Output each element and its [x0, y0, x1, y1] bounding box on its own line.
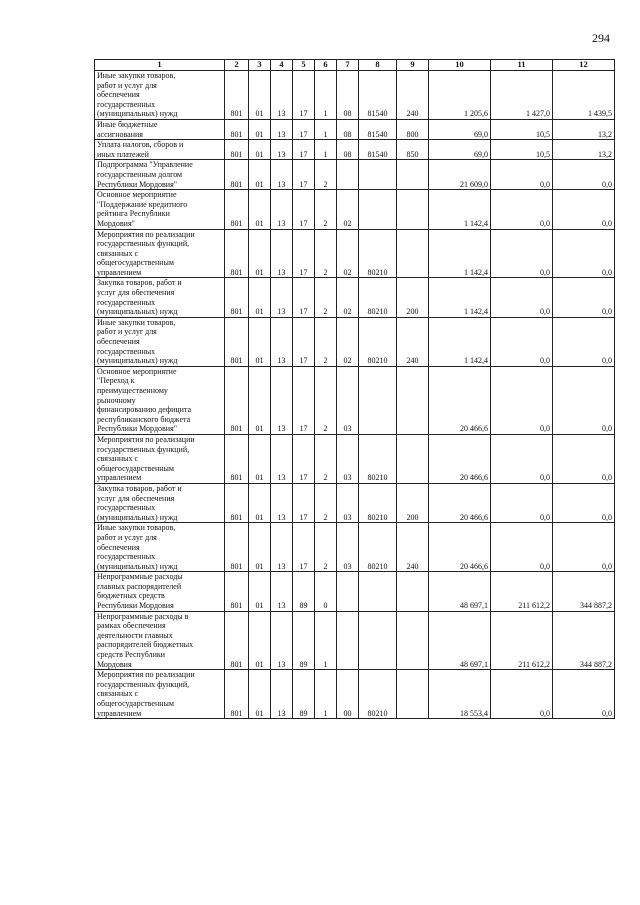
- table-row: [95, 71, 615, 120]
- amount-year-1-cell: 1 205,6: [429, 71, 491, 120]
- code-expense-type-cell: [397, 229, 429, 278]
- code-subprogram-cell: 1: [315, 670, 337, 719]
- amount-year-2-cell: 0,0: [491, 434, 553, 483]
- amount-year-1-cell: 1 142,4: [429, 229, 491, 278]
- column-header: 4: [271, 60, 293, 71]
- table-row: [95, 278, 615, 317]
- row-label-cell: Уплата налогов, сборов и иных платежей: [95, 140, 225, 160]
- code-activity-cell: [337, 611, 359, 670]
- code-program-cell: 89: [293, 670, 315, 719]
- row-label-cell: Основное мероприятие "Поддержание кредитного рейтинга Республики Мордовия": [95, 190, 225, 229]
- code-grbs-cell: 801: [225, 523, 249, 572]
- code-activity-cell: 03: [337, 434, 359, 483]
- amount-year-3-cell: 0,0: [553, 366, 615, 434]
- code-program-cell: 17: [293, 278, 315, 317]
- column-header: 7: [337, 60, 359, 71]
- code-expense-type-cell: 240: [397, 523, 429, 572]
- amount-year-1-cell: 20 466,6: [429, 434, 491, 483]
- code-subsection-cell: 13: [271, 670, 293, 719]
- code-subsection-cell: 13: [271, 611, 293, 670]
- code-grbs-cell: 801: [225, 434, 249, 483]
- amount-year-1-cell: 1 142,4: [429, 190, 491, 229]
- code-program-cell: 17: [293, 229, 315, 278]
- row-label-cell: Мероприятия по реализации государственных функций, связанных с общегосударственным управлением: [95, 670, 225, 719]
- code-direction-cell: 81540: [359, 140, 397, 160]
- amount-year-2-cell: 0,0: [491, 483, 553, 522]
- row-label-cell: Иные закупки товаров, работ и услуг для обеспечения государственных (муниципальных) нужд: [95, 71, 225, 120]
- row-label-cell: Мероприятия по реализации государственных функций, связанных с общегосударственным управлением: [95, 229, 225, 278]
- code-activity-cell: 02: [337, 229, 359, 278]
- amount-year-3-cell: 0,0: [553, 229, 615, 278]
- code-activity-cell: 02: [337, 190, 359, 229]
- row-label-cell: Основное мероприятие "Переход к преимущественному рыночному финансированию дефицита республиканского бюджета Республики Мордовия": [95, 366, 225, 434]
- code-subprogram-cell: 2: [315, 278, 337, 317]
- code-expense-type-cell: 800: [397, 119, 429, 139]
- amount-year-3-cell: 0,0: [553, 670, 615, 719]
- code-direction-cell: [359, 611, 397, 670]
- code-subprogram-cell: 1: [315, 71, 337, 120]
- code-program-cell: 17: [293, 71, 315, 120]
- amount-year-2-cell: 0,0: [491, 278, 553, 317]
- amount-year-3-cell: 13,2: [553, 140, 615, 160]
- column-header: 10: [429, 60, 491, 71]
- amount-year-3-cell: 0,0: [553, 160, 615, 190]
- amount-year-3-cell: 0,0: [553, 317, 615, 366]
- code-direction-cell: 81540: [359, 71, 397, 120]
- table-row: [95, 119, 615, 139]
- code-subprogram-cell: 2: [315, 483, 337, 522]
- code-direction-cell: 80210: [359, 483, 397, 522]
- row-label-cell: Иные бюджетные ассигнования: [95, 119, 225, 139]
- code-subsection-cell: 13: [271, 71, 293, 120]
- code-subsection-cell: 13: [271, 572, 293, 611]
- row-label-cell: Иные закупки товаров, работ и услуг для обеспечения государственных (муниципальных) нужд: [95, 317, 225, 366]
- table-row: [95, 434, 615, 483]
- code-section-cell: 01: [249, 140, 271, 160]
- code-program-cell: 17: [293, 160, 315, 190]
- column-header: 9: [397, 60, 429, 71]
- code-activity-cell: 08: [337, 71, 359, 120]
- code-activity-cell: 02: [337, 317, 359, 366]
- code-section-cell: 01: [249, 71, 271, 120]
- code-program-cell: 17: [293, 119, 315, 139]
- code-subsection-cell: 13: [271, 434, 293, 483]
- code-subprogram-cell: 2: [315, 366, 337, 434]
- column-header: 3: [249, 60, 271, 71]
- code-subprogram-cell: 1: [315, 140, 337, 160]
- code-activity-cell: 03: [337, 483, 359, 522]
- code-expense-type-cell: [397, 434, 429, 483]
- table-row: [95, 190, 615, 229]
- code-program-cell: 17: [293, 483, 315, 522]
- code-subsection-cell: 13: [271, 483, 293, 522]
- amount-year-3-cell: 0,0: [553, 483, 615, 522]
- amount-year-1-cell: 48 697,1: [429, 611, 491, 670]
- code-direction-cell: 80210: [359, 523, 397, 572]
- amount-year-1-cell: 20 466,6: [429, 523, 491, 572]
- column-header: 8: [359, 60, 397, 71]
- code-subprogram-cell: 2: [315, 190, 337, 229]
- code-section-cell: 01: [249, 523, 271, 572]
- column-header: 5: [293, 60, 315, 71]
- code-section-cell: 01: [249, 160, 271, 190]
- amount-year-2-cell: 211 612,2: [491, 572, 553, 611]
- code-expense-type-cell: [397, 572, 429, 611]
- amount-year-1-cell: 20 466,6: [429, 483, 491, 522]
- code-expense-type-cell: [397, 190, 429, 229]
- code-section-cell: 01: [249, 572, 271, 611]
- code-program-cell: 17: [293, 140, 315, 160]
- code-expense-type-cell: 200: [397, 278, 429, 317]
- table-row: [95, 483, 615, 522]
- code-subsection-cell: 13: [271, 119, 293, 139]
- amount-year-1-cell: 69,0: [429, 119, 491, 139]
- table-row: [95, 572, 615, 611]
- code-grbs-cell: 801: [225, 119, 249, 139]
- amount-year-2-cell: 0,0: [491, 670, 553, 719]
- code-expense-type-cell: [397, 670, 429, 719]
- code-activity-cell: 03: [337, 366, 359, 434]
- table-row: [95, 523, 615, 572]
- code-direction-cell: 80210: [359, 278, 397, 317]
- row-label-cell: Мероприятия по реализации государственных функций, связанных с общегосударственным управлением: [95, 434, 225, 483]
- code-direction-cell: [359, 160, 397, 190]
- code-direction-cell: [359, 366, 397, 434]
- amount-year-1-cell: 21 609,0: [429, 160, 491, 190]
- code-subprogram-cell: 2: [315, 160, 337, 190]
- code-grbs-cell: 801: [225, 366, 249, 434]
- code-section-cell: 01: [249, 317, 271, 366]
- code-expense-type-cell: [397, 366, 429, 434]
- amount-year-2-cell: 0,0: [491, 190, 553, 229]
- amount-year-3-cell: 344 887,2: [553, 572, 615, 611]
- code-grbs-cell: 801: [225, 317, 249, 366]
- table-row: [95, 140, 615, 160]
- code-subsection-cell: 13: [271, 317, 293, 366]
- code-subsection-cell: 13: [271, 160, 293, 190]
- table-row: [95, 670, 615, 719]
- code-program-cell: 17: [293, 434, 315, 483]
- code-direction-cell: 80210: [359, 229, 397, 278]
- amount-year-1-cell: 1 142,4: [429, 317, 491, 366]
- code-program-cell: 89: [293, 572, 315, 611]
- code-grbs-cell: 801: [225, 160, 249, 190]
- row-label-cell: Иные закупки товаров, работ и услуг для обеспечения государственных (муниципальных) нужд: [95, 523, 225, 572]
- code-activity-cell: 03: [337, 523, 359, 572]
- code-section-cell: 01: [249, 119, 271, 139]
- code-activity-cell: [337, 160, 359, 190]
- code-grbs-cell: 801: [225, 229, 249, 278]
- amount-year-2-cell: 10,5: [491, 119, 553, 139]
- table-row: [95, 366, 615, 434]
- code-direction-cell: 80210: [359, 317, 397, 366]
- amount-year-1-cell: 48 697,1: [429, 572, 491, 611]
- budget-table: [94, 59, 615, 719]
- code-direction-cell: [359, 572, 397, 611]
- amount-year-3-cell: 1 439,5: [553, 71, 615, 120]
- table-header-row: [95, 60, 615, 71]
- code-expense-type-cell: 240: [397, 317, 429, 366]
- code-direction-cell: 80210: [359, 434, 397, 483]
- code-activity-cell: 00: [337, 670, 359, 719]
- code-section-cell: 01: [249, 278, 271, 317]
- code-subprogram-cell: 2: [315, 229, 337, 278]
- amount-year-1-cell: 20 466,6: [429, 366, 491, 434]
- code-activity-cell: [337, 572, 359, 611]
- code-subsection-cell: 13: [271, 229, 293, 278]
- page-number: 294: [592, 31, 610, 45]
- code-expense-type-cell: 850: [397, 140, 429, 160]
- code-section-cell: 01: [249, 434, 271, 483]
- code-grbs-cell: 801: [225, 483, 249, 522]
- amount-year-2-cell: 0,0: [491, 523, 553, 572]
- code-subprogram-cell: 2: [315, 434, 337, 483]
- code-activity-cell: 08: [337, 119, 359, 139]
- amount-year-2-cell: 0,0: [491, 317, 553, 366]
- amount-year-1-cell: 69,0: [429, 140, 491, 160]
- code-subprogram-cell: 1: [315, 119, 337, 139]
- amount-year-2-cell: 211 612,2: [491, 611, 553, 670]
- amount-year-1-cell: 18 553,4: [429, 670, 491, 719]
- code-subsection-cell: 13: [271, 190, 293, 229]
- row-label-cell: Закупка товаров, работ и услуг для обеспечения государственных (муниципальных) нужд: [95, 483, 225, 522]
- code-grbs-cell: 801: [225, 71, 249, 120]
- table-row: [95, 229, 615, 278]
- code-grbs-cell: 801: [225, 190, 249, 229]
- code-section-cell: 01: [249, 611, 271, 670]
- code-activity-cell: 02: [337, 278, 359, 317]
- amount-year-2-cell: 10,5: [491, 140, 553, 160]
- code-direction-cell: 81540: [359, 119, 397, 139]
- row-label-cell: Подпрограмма "Управление государственным долгом Республики Мордовия": [95, 160, 225, 190]
- table-row: [95, 160, 615, 190]
- code-expense-type-cell: [397, 160, 429, 190]
- amount-year-3-cell: 0,0: [553, 190, 615, 229]
- code-section-cell: 01: [249, 366, 271, 434]
- amount-year-1-cell: 1 142,4: [429, 278, 491, 317]
- code-activity-cell: 08: [337, 140, 359, 160]
- amount-year-2-cell: 1 427,0: [491, 71, 553, 120]
- code-grbs-cell: 801: [225, 670, 249, 719]
- column-header: 11: [491, 60, 553, 71]
- column-header: 2: [225, 60, 249, 71]
- amount-year-3-cell: 344 887,2: [553, 611, 615, 670]
- code-expense-type-cell: [397, 611, 429, 670]
- code-program-cell: 17: [293, 366, 315, 434]
- code-program-cell: 17: [293, 190, 315, 229]
- table-row: [95, 317, 615, 366]
- code-program-cell: 17: [293, 317, 315, 366]
- code-grbs-cell: 801: [225, 140, 249, 160]
- code-subsection-cell: 13: [271, 523, 293, 572]
- code-subprogram-cell: 1: [315, 611, 337, 670]
- code-expense-type-cell: 200: [397, 483, 429, 522]
- row-label-cell: Непрограммные расходы главных распорядителей бюджетных средств Республики Мордовия: [95, 572, 225, 611]
- code-subprogram-cell: 2: [315, 317, 337, 366]
- amount-year-2-cell: 0,0: [491, 229, 553, 278]
- code-grbs-cell: 801: [225, 572, 249, 611]
- amount-year-3-cell: 13,2: [553, 119, 615, 139]
- amount-year-2-cell: 0,0: [491, 160, 553, 190]
- code-program-cell: 89: [293, 611, 315, 670]
- code-subsection-cell: 13: [271, 278, 293, 317]
- amount-year-3-cell: 0,0: [553, 434, 615, 483]
- code-direction-cell: 80210: [359, 670, 397, 719]
- amount-year-3-cell: 0,0: [553, 278, 615, 317]
- code-subsection-cell: 13: [271, 366, 293, 434]
- column-header: 1: [95, 60, 225, 71]
- column-header: 6: [315, 60, 337, 71]
- amount-year-3-cell: 0,0: [553, 523, 615, 572]
- row-label-cell: Непрограммные расходы в рамках обеспечения деятельности главных распорядителей бюджетных средств Республики Мордовия: [95, 611, 225, 670]
- code-section-cell: 01: [249, 190, 271, 229]
- code-subprogram-cell: 2: [315, 523, 337, 572]
- code-section-cell: 01: [249, 483, 271, 522]
- code-subprogram-cell: 0: [315, 572, 337, 611]
- code-direction-cell: [359, 190, 397, 229]
- code-grbs-cell: 801: [225, 611, 249, 670]
- code-expense-type-cell: 240: [397, 71, 429, 120]
- amount-year-2-cell: 0,0: [491, 366, 553, 434]
- code-grbs-cell: 801: [225, 278, 249, 317]
- code-section-cell: 01: [249, 229, 271, 278]
- code-program-cell: 17: [293, 523, 315, 572]
- code-subsection-cell: 13: [271, 140, 293, 160]
- row-label-cell: Закупка товаров, работ и услуг для обеспечения государственных (муниципальных) нужд: [95, 278, 225, 317]
- column-header: 12: [553, 60, 615, 71]
- code-section-cell: 01: [249, 670, 271, 719]
- table-row: [95, 611, 615, 670]
